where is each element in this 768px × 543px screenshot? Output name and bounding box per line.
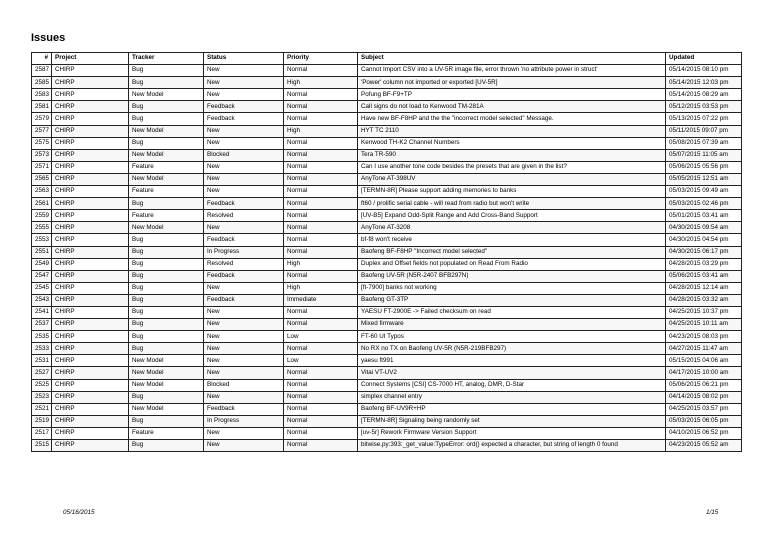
table-row[interactable] [32,403,742,415]
cell-tracker: Bug [129,113,204,125]
table-row[interactable] [32,294,742,306]
column-header-subject[interactable]: Subject [358,53,666,65]
cell-subject[interactable]: ft60 / prolific serial cable - will read from radio but won't write [358,198,666,210]
cell-status: Feedback [204,403,284,415]
cell-tracker: Bug [129,391,204,403]
cell-status: Blocked [204,149,284,161]
cell-status: New [204,222,284,234]
cell-subject[interactable]: AnyTone AT-3208 [358,222,666,234]
cell-tracker: Feature [129,427,204,439]
cell-tracker: Bug [129,415,204,427]
cell-priority: Normal [284,270,358,282]
cell-updated: 04/14/2015 08:02 pm [666,391,742,403]
cell-priority: High [284,125,358,137]
table-row[interactable] [32,186,742,198]
cell-status: New [204,343,284,355]
cell-project[interactable]: CHIRP [52,391,129,403]
cell-priority: Normal [284,186,358,198]
cell-status: New [204,355,284,367]
cell-updated: 04/10/2015 06:52 pm [666,427,742,439]
cell-status: In Progress [204,415,284,427]
cell-project[interactable]: CHIRP [52,89,129,101]
table-row[interactable] [32,125,742,137]
cell-priority: Normal [284,222,358,234]
cell-subject[interactable]: [uv-5r] Rework Firmware Version Support [358,427,666,439]
cell-project[interactable]: CHIRP [52,186,129,198]
cell-subject[interactable]: Can I use another tone code besides the presets that are given in the list? [358,161,666,173]
cell-id[interactable]: 2577 [32,125,52,137]
column-header-priority[interactable]: Priority [284,53,358,65]
cell-status: Feedback [204,198,284,210]
cell-updated: 05/12/2015 03:53 pm [666,101,742,113]
cell-subject[interactable]: Baofeng GT-3TP [358,294,666,306]
cell-status: New [204,440,284,452]
cell-id[interactable]: 2561 [32,198,52,210]
cell-updated: 04/25/2015 10:37 pm [666,306,742,318]
cell-project[interactable]: CHIRP [52,379,129,391]
cell-id[interactable]: 2573 [32,149,52,161]
cell-subject[interactable]: Have new BF-F8HP and the the "incorrect model selected" Message. [358,113,666,125]
cell-priority: Normal [284,403,358,415]
cell-tracker: Bug [129,258,204,270]
cell-id[interactable]: 2527 [32,367,52,379]
cell-status: Blocked [204,379,284,391]
table-row[interactable] [32,222,742,234]
cell-updated: 05/14/2015 08:10 pm [666,65,742,77]
table-row[interactable] [32,77,742,89]
table-row[interactable] [32,391,742,403]
cell-subject[interactable]: [TERMN-8R] Please support adding memories to banks [358,186,666,198]
cell-project[interactable]: CHIRP [52,65,129,77]
cell-tracker: Bug [129,282,204,294]
cell-tracker: New Model [129,367,204,379]
cell-project[interactable]: CHIRP [52,137,129,149]
cell-tracker: New Model [129,403,204,415]
cell-priority: Normal [284,379,358,391]
cell-updated: 05/06/2015 03:41 am [666,270,742,282]
cell-updated: 04/23/2015 05:52 am [666,440,742,452]
cell-project[interactable]: CHIRP [52,294,129,306]
table-row[interactable] [32,427,742,439]
cell-status: Feedback [204,270,284,282]
cell-priority: High [284,282,358,294]
cell-subject[interactable]: Baofeng UV-5R (N5R-2407 BFB297N) [358,270,666,282]
cell-status: New [204,125,284,137]
cell-subject[interactable]: simplex channel entry [358,391,666,403]
cell-project[interactable]: CHIRP [52,210,129,222]
cell-priority: Normal [284,210,358,222]
table-row[interactable] [32,343,742,355]
cell-project[interactable]: CHIRP [52,77,129,89]
cell-tracker: New Model [129,355,204,367]
cell-subject[interactable]: Tera TR-590 [358,149,666,161]
cell-tracker: Bug [129,319,204,331]
cell-subject[interactable]: [TERMN-8R] Signaling being randomly set [358,415,666,427]
column-header-status[interactable]: Status [204,53,284,65]
cell-subject[interactable]: Baofeng BF-UV9R+HP [358,403,666,415]
cell-id[interactable]: 2519 [32,415,52,427]
cell-subject[interactable]: Cannot Import CSV into a UV-5R image file, error thrown 'no attribute power in struct' [358,65,666,77]
cell-priority: Normal [284,149,358,161]
cell-id[interactable]: 2585 [32,77,52,89]
cell-project[interactable]: CHIRP [52,319,129,331]
cell-status: New [204,367,284,379]
cell-id[interactable]: 2517 [32,427,52,439]
table-row[interactable] [32,319,742,331]
cell-updated: 04/27/2015 11:47 am [666,343,742,355]
table-row[interactable] [32,113,742,125]
cell-project[interactable]: CHIRP [52,427,129,439]
cell-project[interactable]: CHIRP [52,415,129,427]
footer-date: 05/16/2015 [63,509,95,516]
cell-subject[interactable]: HYT TC 2110 [358,125,666,137]
cell-status: New [204,137,284,149]
cell-subject[interactable]: YAESU FT-2900E -> Failed checksum on read [358,306,666,318]
cell-updated: 04/28/2015 12:14 am [666,282,742,294]
table-row[interactable] [32,270,742,282]
issues-table [31,52,742,452]
cell-id[interactable]: 2535 [32,331,52,343]
cell-status: New [204,161,284,173]
cell-priority: Normal [284,367,358,379]
cell-status: Feedback [204,101,284,113]
cell-id[interactable]: 2559 [32,210,52,222]
table-row[interactable] [32,65,742,77]
cell-tracker: Bug [129,101,204,113]
cell-priority: Normal [284,391,358,403]
cell-updated: 05/03/2015 06:05 pm [666,415,742,427]
cell-tracker: Bug [129,440,204,452]
table-row[interactable] [32,101,742,113]
cell-updated: 05/08/2015 07:39 am [666,137,742,149]
table-row[interactable] [32,149,742,161]
cell-priority: Normal [284,173,358,185]
cell-updated: 05/15/2015 04:06 am [666,355,742,367]
cell-updated: 04/28/2015 03:29 pm [666,258,742,270]
cell-updated: 05/03/2015 09:49 am [666,186,742,198]
cell-status: New [204,306,284,318]
table-row[interactable] [32,246,742,258]
cell-project[interactable]: CHIRP [52,234,129,246]
table-row[interactable] [32,379,742,391]
cell-project[interactable]: CHIRP [52,246,129,258]
table-row[interactable] [32,258,742,270]
cell-project[interactable]: CHIRP [52,343,129,355]
cell-tracker: New Model [129,379,204,391]
cell-id[interactable]: 2579 [32,113,52,125]
cell-status: Resolved [204,210,284,222]
cell-updated: 04/30/2015 09:54 am [666,222,742,234]
cell-priority: Normal [284,89,358,101]
cell-id[interactable]: 2565 [32,173,52,185]
cell-id[interactable]: 2571 [32,161,52,173]
cell-tracker: Bug [129,343,204,355]
cell-id[interactable]: 2533 [32,343,52,355]
column-header-id[interactable]: # [32,53,52,65]
cell-status: New [204,186,284,198]
cell-updated: 05/14/2015 08:29 am [666,89,742,101]
cell-subject[interactable]: Duplex and Offset fields not populated on Read From Radio [358,258,666,270]
cell-subject[interactable]: Pofung BF-F9+TP [358,89,666,101]
cell-subject[interactable]: Kenwood TH-K2 Channel Numbers [358,137,666,149]
cell-priority: Normal [284,246,358,258]
cell-priority: Normal [284,101,358,113]
cell-updated: 04/25/2015 03:57 pm [666,403,742,415]
cell-tracker: Feature [129,161,204,173]
table-row[interactable] [32,161,742,173]
cell-id[interactable]: 2543 [32,294,52,306]
cell-id[interactable]: 2547 [32,270,52,282]
cell-project[interactable]: CHIRP [52,173,129,185]
cell-id[interactable]: 2549 [32,258,52,270]
cell-updated: 04/30/2015 04:54 pm [666,234,742,246]
cell-updated: 04/30/2015 06:17 pm [666,246,742,258]
cell-tracker: Bug [129,65,204,77]
cell-updated: 05/13/2015 07:22 pm [666,113,742,125]
cell-subject[interactable]: 'Power' column not imported or exported [UV-5R] [358,77,666,89]
table-header-row [32,53,742,65]
cell-subject[interactable]: bf-f8 won't receive [358,234,666,246]
cell-updated: 05/01/2015 03:41 am [666,210,742,222]
cell-priority: High [284,77,358,89]
cell-updated: 04/28/2015 03:32 am [666,294,742,306]
column-header-project[interactable]: Project [52,53,129,65]
cell-priority: Normal [284,319,358,331]
cell-priority: Low [284,331,358,343]
cell-updated: 04/17/2015 10:00 am [666,367,742,379]
cell-subject[interactable]: bitwise.py:393:_get_value:TypeError: ord() expected a character, but string of length 0 found [358,440,666,452]
cell-id[interactable]: 2537 [32,319,52,331]
cell-status: New [204,89,284,101]
cell-project[interactable]: CHIRP [52,367,129,379]
cell-id[interactable]: 2587 [32,65,52,77]
cell-subject[interactable]: AnyTone AT-398UV [358,173,666,185]
cell-updated: 05/14/2015 12:03 pm [666,77,742,89]
cell-subject[interactable]: Mixed firmware [358,319,666,331]
cell-priority: Normal [284,415,358,427]
cell-id[interactable]: 2553 [32,234,52,246]
cell-id[interactable]: 2551 [32,246,52,258]
cell-id[interactable]: 2581 [32,101,52,113]
cell-tracker: Bug [129,331,204,343]
cell-tracker: New Model [129,222,204,234]
cell-tracker: New Model [129,89,204,101]
cell-priority: High [284,258,358,270]
cell-priority: Normal [284,113,358,125]
cell-project[interactable]: CHIRP [52,331,129,343]
cell-updated: 05/05/2015 12:51 am [666,173,742,185]
cell-status: New [204,77,284,89]
cell-project[interactable]: CHIRP [52,270,129,282]
cell-tracker: Bug [129,234,204,246]
cell-subject[interactable]: Connect Systems [CSI] CS-7000 HT, analog, DMR, D-Star [358,379,666,391]
table-row[interactable] [32,331,742,343]
column-header-tracker[interactable]: Tracker [129,53,204,65]
cell-updated: 05/06/2015 05:56 pm [666,161,742,173]
cell-status: New [204,65,284,77]
cell-tracker: New Model [129,173,204,185]
cell-id[interactable]: 2515 [32,440,52,452]
cell-updated: 05/06/2015 06:21 pm [666,379,742,391]
cell-project[interactable]: CHIRP [52,258,129,270]
cell-project[interactable]: CHIRP [52,282,129,294]
cell-subject[interactable]: [UV-B5] Expand Odd-Split Range and Add Cross-Band Support [358,210,666,222]
cell-project[interactable]: CHIRP [52,113,129,125]
cell-priority: Normal [284,137,358,149]
cell-tracker: Feature [129,210,204,222]
cell-tracker: Feature [129,186,204,198]
cell-subject[interactable]: FT-60 UI Typos [358,331,666,343]
table-row[interactable] [32,306,742,318]
cell-project[interactable]: CHIRP [52,161,129,173]
cell-status: New [204,391,284,403]
cell-id[interactable]: 2525 [32,379,52,391]
cell-tracker: Bug [129,306,204,318]
cell-priority: Normal [284,427,358,439]
table-row[interactable] [32,89,742,101]
table-row[interactable] [32,282,742,294]
cell-status: New [204,427,284,439]
cell-subject[interactable]: [ft-7900] banks not working [358,282,666,294]
cell-id[interactable]: 2523 [32,391,52,403]
cell-priority: Normal [284,234,358,246]
cell-priority: Normal [284,440,358,452]
cell-tracker: New Model [129,149,204,161]
cell-priority: Normal [284,65,358,77]
cell-id[interactable]: 2583 [32,89,52,101]
cell-subject[interactable]: Baofeng BF-F8HP "Incorrect model selected" [358,246,666,258]
cell-project[interactable]: CHIRP [52,149,129,161]
cell-status: New [204,331,284,343]
table-row[interactable] [32,440,742,452]
table-row[interactable] [32,173,742,185]
cell-status: In Progress [204,246,284,258]
cell-subject[interactable]: No RX no TX on Baofeng UV-5R (N5R-219BFB297) [358,343,666,355]
cell-id[interactable]: 2555 [32,222,52,234]
cell-project[interactable]: CHIRP [52,198,129,210]
cell-id[interactable]: 2541 [32,306,52,318]
table-row[interactable] [32,198,742,210]
cell-tracker: New Model [129,125,204,137]
cell-priority: Normal [284,306,358,318]
cell-project[interactable]: CHIRP [52,222,129,234]
cell-subject[interactable]: Call signs do not load to Kenwood TM-281A [358,101,666,113]
cell-subject[interactable]: yaesu ft991 [358,355,666,367]
cell-tracker: Bug [129,246,204,258]
cell-updated: 05/07/2015 11:05 am [666,149,742,161]
cell-id[interactable]: 2575 [32,137,52,149]
cell-project[interactable]: CHIRP [52,440,129,452]
table-row[interactable] [32,355,742,367]
cell-status: New [204,282,284,294]
cell-status: New [204,173,284,185]
cell-project[interactable]: CHIRP [52,355,129,367]
cell-id[interactable]: 2521 [32,403,52,415]
cell-id[interactable]: 2545 [32,282,52,294]
cell-tracker: Bug [129,198,204,210]
table-row[interactable] [32,367,742,379]
cell-updated: 04/25/2015 10:11 am [666,319,742,331]
table-row[interactable] [32,137,742,149]
footer-page-number: 1/15 [706,509,719,516]
cell-status: Resolved [204,258,284,270]
cell-updated: 04/23/2015 08:03 pm [666,331,742,343]
cell-project[interactable]: CHIRP [52,125,129,137]
cell-project[interactable]: CHIRP [52,101,129,113]
cell-updated: 05/11/2015 09:07 pm [666,125,742,137]
table-row[interactable] [32,210,742,222]
cell-tracker: Bug [129,270,204,282]
cell-id[interactable]: 2531 [32,355,52,367]
cell-priority: Normal [284,343,358,355]
cell-status: Feedback [204,294,284,306]
cell-updated: 05/03/2015 02:46 pm [666,198,742,210]
cell-project[interactable]: CHIRP [52,306,129,318]
cell-project[interactable]: CHIRP [52,403,129,415]
cell-priority: Low [284,355,358,367]
cell-tracker: Bug [129,77,204,89]
cell-status: Feedback [204,234,284,246]
table-row[interactable] [32,234,742,246]
column-header-updated[interactable]: Updated [666,53,742,65]
cell-status: New [204,319,284,331]
cell-subject[interactable]: Vitai VT-UV2 [358,367,666,379]
table-row[interactable] [32,415,742,427]
cell-priority: Normal [284,198,358,210]
cell-tracker: Bug [129,137,204,149]
cell-tracker: Bug [129,294,204,306]
cell-id[interactable]: 2563 [32,186,52,198]
page-title: Issues [31,32,66,44]
cell-status: Feedback [204,113,284,125]
cell-priority: Normal [284,161,358,173]
cell-priority: Immediate [284,294,358,306]
